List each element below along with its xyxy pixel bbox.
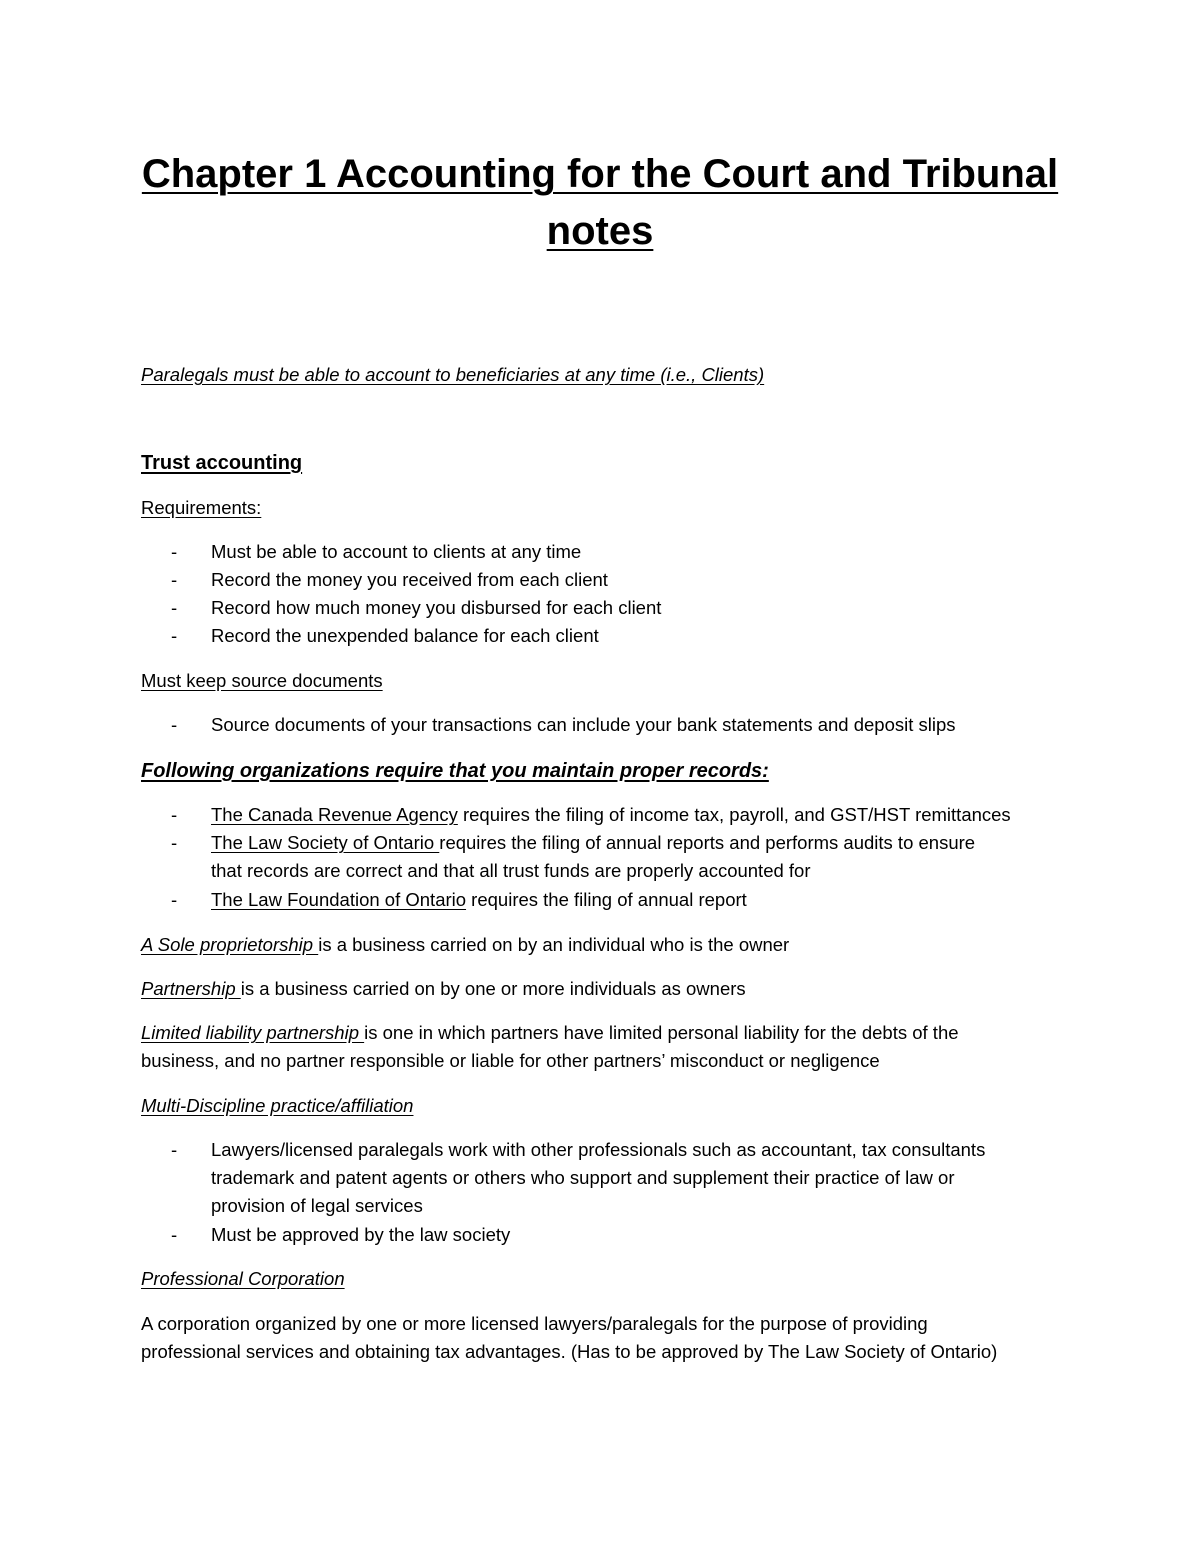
- definition-text: is a business carried on by one or more individuals as owners: [240, 978, 746, 999]
- org-name: The Canada Revenue Agency: [211, 804, 458, 825]
- org-name: The Law Foundation of Ontario: [211, 889, 467, 910]
- organizations-heading: Following organizations require that you maintain proper records:: [141, 760, 769, 782]
- partnership-paragraph: [141, 975, 746, 1003]
- source-documents-label: Must keep source documents: [141, 670, 383, 691]
- mdp-item-approval: Must be approved by the law society: [211, 1224, 511, 1245]
- org-text: requires the filing of annual report: [466, 889, 747, 910]
- org-item-lfo: [211, 886, 747, 914]
- trust-accounting-heading: Trust accounting: [141, 452, 303, 474]
- professional-corporation-text: A corporation organized by one or more licensed lawyers/paralegals for the purpose of providing: [141, 1313, 928, 1334]
- bullet-marker: -: [171, 625, 178, 646]
- source-documents-item: Source documents of your transactions can include your bank statements and deposit slips: [211, 714, 956, 735]
- bullet-marker: -: [171, 1139, 178, 1160]
- org-item-lso: [211, 829, 975, 857]
- bullet-marker: -: [171, 714, 178, 735]
- mdp-item-line: Lawyers/licensed paralegals work with other professionals such as accountant, tax consultants: [211, 1139, 986, 1160]
- definition-text: is a business carried on by an individual who is the owner: [318, 934, 790, 955]
- defined-term: A Sole proprietorship: [141, 934, 319, 955]
- org-name: The Law Society of Ontario: [211, 832, 440, 853]
- llp-paragraph: [141, 1019, 959, 1047]
- llp-paragraph-continued: business, and no partner responsible or liable for other partners’ misconduct or negligence: [141, 1050, 880, 1071]
- professional-corporation-heading: Professional Corporation: [141, 1268, 345, 1289]
- bullet-marker: -: [171, 804, 178, 825]
- mdp-item-line: provision of legal services: [211, 1195, 423, 1216]
- bullet-marker: -: [171, 569, 178, 590]
- bullet-marker: -: [171, 1224, 178, 1245]
- bullet-marker: -: [171, 541, 178, 562]
- bullet-marker: -: [171, 889, 178, 910]
- org-item-cra: [211, 801, 1011, 829]
- defined-term: Limited liability partnership: [141, 1022, 365, 1043]
- mdp-heading: Multi-Discipline practice/affiliation: [141, 1095, 414, 1116]
- requirement-item: Record the money you received from each client: [211, 569, 608, 590]
- org-text: requires the filing of annual reports and performs audits to ensure: [439, 832, 976, 853]
- mdp-item-line: trademark and patent agents or others who support and supplement their practice of law or: [211, 1167, 955, 1188]
- bullet-marker: -: [171, 832, 178, 853]
- intro-text: Paralegals must be able to account to beneficiaries at any time (i.e., Clients): [141, 364, 765, 385]
- page-title: [0, 146, 1200, 260]
- definition-text: is one in which partners have limited personal liability for the debts of the: [364, 1022, 959, 1043]
- org-text: requires the filing of income tax, payroll, and GST/HST remittances: [457, 804, 1011, 825]
- professional-corporation-text-continued: professional services and obtaining tax advantages. (Has to be approved by The Law Society of Ontario): [141, 1341, 998, 1362]
- defined-term: Partnership: [141, 978, 241, 999]
- requirement-item: Record the unexpended balance for each client: [211, 625, 599, 646]
- bullet-marker: -: [171, 597, 178, 618]
- sole-proprietorship-paragraph: [141, 931, 789, 959]
- title-line-2: notes: [546, 209, 654, 253]
- org-item-lso-continued: that records are correct and that all trust funds are properly accounted for: [211, 860, 811, 881]
- requirements-label: Requirements:: [141, 497, 262, 518]
- requirement-item: Must be able to account to clients at any time: [211, 541, 582, 562]
- requirement-item: Record how much money you disbursed for each client: [211, 597, 662, 618]
- title-line-1: Chapter 1 Accounting for the Court and Tribunal: [141, 152, 1059, 196]
